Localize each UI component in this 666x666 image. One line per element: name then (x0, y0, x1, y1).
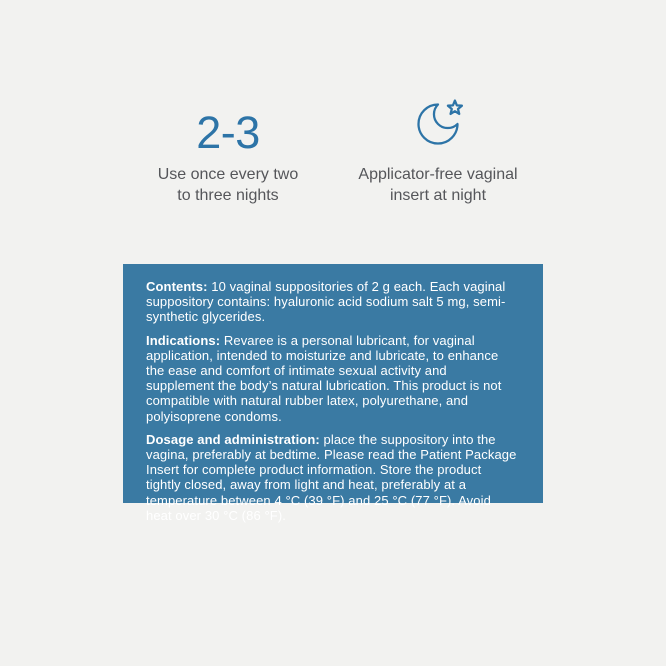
night-insert-caption (358, 164, 517, 206)
usage-frequency-value: 2-3 (196, 107, 260, 158)
panel-paragraph-dosage (146, 432, 517, 523)
panel-paragraph-contents (146, 279, 517, 325)
caption-line: insert at night (389, 187, 487, 204)
feature-night-insert (333, 96, 543, 206)
moon-star-icon (412, 98, 464, 150)
panel-paragraph-label: Contents: (146, 279, 208, 294)
caption-line: Use once every two (157, 166, 299, 183)
panel-paragraph-text: 10 vaginal suppositories of 2 g each. Each vaginal suppository contains: hyaluronic acid sodium salt 5 mg, semi-synthetic glycerides. (146, 279, 506, 325)
panel-paragraph-label: Indications: (146, 332, 221, 348)
caption-line: to three nights (177, 187, 279, 204)
caption-line: Applicator-free vaginal (358, 166, 518, 183)
night-insert-figure-area (412, 96, 464, 150)
panel-paragraph-text: Revaree is a personal lubricant, for vaginal application, intended to moisturize and lubricate, to enhance the ease and comfort of intimate sexual activity and supplement the body’s natural lubrication. This product is not compatible with natural rubber latex, polyurethane, and polyisoprene condoms. (146, 332, 502, 424)
info-panel (123, 264, 543, 523)
panel-paragraph-text: place the suppository into the vagina, preferably at bedtime. Please read the Patient Package Insert for complete product information. Store the product tightly closed, away from light and heat, preferably at a temperature between 4 °C (39 °F) and 25 °C (77 °F). Avoid heat over 30 °C (86 °F). (146, 431, 517, 523)
usage-frequency-caption (158, 164, 299, 206)
usage-frequency-figure-area (196, 96, 260, 158)
panel-paragraph-label: Dosage and administration: (146, 431, 320, 447)
feature-row (123, 96, 543, 206)
feature-usage-frequency (123, 96, 333, 206)
panel-paragraph-indications (146, 333, 517, 424)
